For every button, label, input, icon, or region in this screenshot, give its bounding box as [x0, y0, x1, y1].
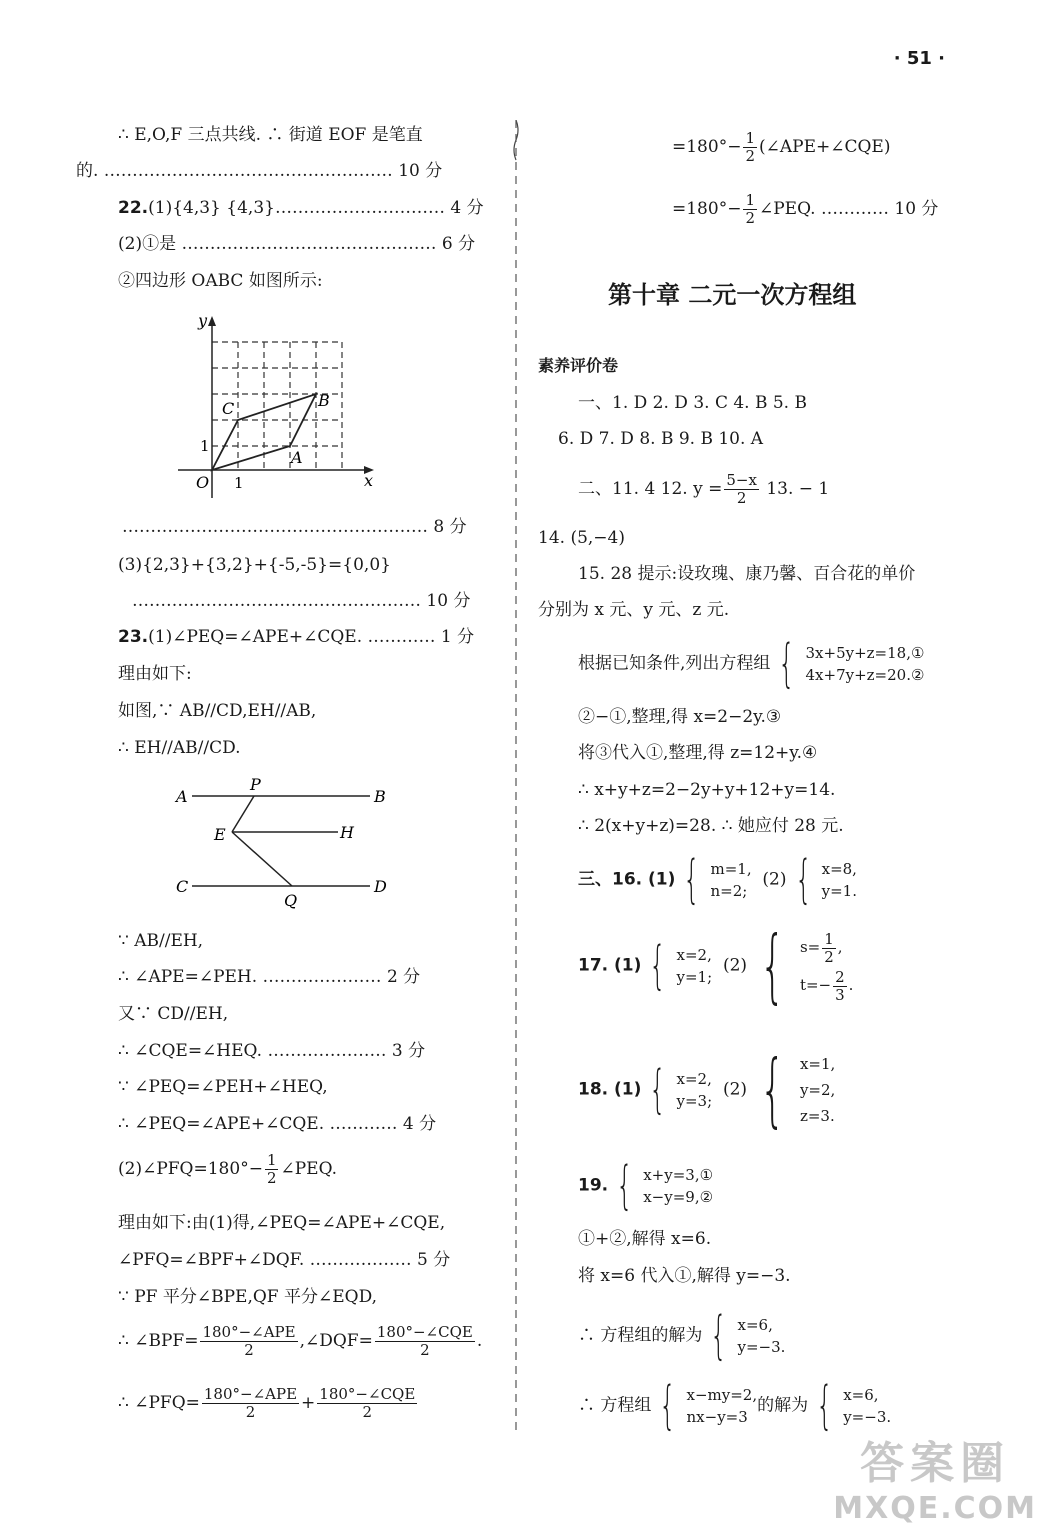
answer-line: 将 x=6 代入①,解得 y=−3.: [578, 1266, 791, 1286]
question-number: 22.: [118, 198, 149, 218]
equation-system: [808, 1376, 892, 1436]
text-line: ∴ E,O,F 三点共线. ∴ 街道 EOF 是笔直: [118, 125, 423, 145]
answer-line: 分别为 x 元、y 元、z 元.: [538, 600, 730, 620]
brace-icon: {: [778, 634, 796, 694]
numerator: 1: [745, 129, 755, 147]
text: ∴ ∠PFQ=: [118, 1393, 200, 1413]
brace-icon: {: [759, 919, 786, 1012]
equation: 3x+5y+z=18,①: [805, 644, 925, 662]
numerator: 1: [824, 929, 834, 948]
text: =180°−: [672, 199, 742, 219]
question-number: 19.: [578, 1175, 609, 1196]
denominator: 2: [420, 1341, 430, 1359]
graph-label-one-y: 1: [200, 437, 210, 455]
fraction: [202, 1386, 299, 1421]
equation-system: [675, 850, 752, 910]
text-line: ∵ PF 平分∠BPE,QF 平分∠EQD,: [118, 1287, 378, 1307]
numerator: 180°−∠APE: [202, 1323, 296, 1341]
answer-line: 15. 28 提示:设玫瑰、康乃馨、百合花的单价: [578, 564, 916, 584]
fig-label-q: Q: [284, 891, 298, 910]
section-title: 素养评价卷: [538, 356, 619, 375]
equation: x=2,: [676, 1070, 712, 1088]
equation: y=1;: [676, 968, 713, 986]
column-divider: [512, 120, 520, 1430]
text-line: ∵ AB//EH,: [118, 931, 204, 951]
text-line: 如图,∵ AB//CD,EH//AB,: [118, 701, 317, 721]
fraction: [724, 472, 759, 507]
solution-line: [578, 1306, 786, 1366]
answer-line: ②−①,整理,得 x=2−2y.③: [578, 707, 782, 727]
text-line: ∴ EH//AB//CD.: [118, 738, 241, 758]
text: .: [476, 1331, 483, 1351]
fig-label-c: C: [176, 877, 189, 896]
text-line: 的. …………………………………………… 10 分: [76, 161, 443, 181]
graph-label-b: B: [318, 391, 330, 410]
denominator: 2: [824, 947, 834, 966]
numerator: 180°−∠CQE: [319, 1385, 416, 1403]
text-line: ∵ ∠PEQ=∠PEH+∠HEQ,: [118, 1077, 328, 1097]
equation-system: [651, 1376, 758, 1436]
equation-system: [702, 1306, 786, 1366]
text: (2): [722, 1079, 748, 1100]
text-line: ∴ ∠PEQ=∠APE+∠CQE. ………… 4 分: [118, 1114, 437, 1134]
text: (2): [762, 869, 787, 890]
text-line: (2)①是 ……………………………………… 6 分: [118, 234, 476, 254]
text-line: ②四边形 OABC 如图所示:: [118, 271, 323, 291]
denominator: 2: [745, 147, 755, 165]
fraction: [200, 1324, 297, 1359]
coordinate-graph: [170, 308, 390, 503]
equation-system: [787, 850, 857, 910]
question-16-line: [578, 850, 857, 910]
text: 二、11. 4 12. y =: [578, 479, 723, 499]
text: (1)∠PEQ=∠APE+∠CQE. ………… 1 分: [148, 627, 475, 647]
numerator: 1: [266, 1151, 277, 1169]
answer-line: [578, 472, 829, 507]
fig-label-a: A: [176, 787, 188, 806]
formula-line: [672, 130, 890, 165]
graph-label-a: A: [291, 448, 303, 467]
question-number: 三、16. (1): [578, 869, 676, 890]
text: =180°−: [672, 137, 742, 157]
equation: n=2;: [710, 882, 748, 900]
denominator: 3: [835, 985, 845, 1004]
text: 的解为: [757, 1395, 809, 1416]
fig-label-b: B: [374, 787, 386, 806]
graph-label-c: C: [222, 399, 235, 418]
denominator: 2: [244, 1341, 254, 1359]
equation: x+y=3,①: [643, 1166, 714, 1184]
equation: y=1.: [821, 882, 857, 900]
numerator: 2: [835, 967, 845, 986]
answer-line: ①+②,解得 x=6.: [578, 1229, 712, 1249]
equation: s= $\frac{1}{2}$ ,: [799, 929, 843, 966]
equation: x=8,: [821, 860, 857, 878]
equation: y=−3.: [843, 1408, 892, 1426]
text-line: ∴ ∠CQE=∠HEQ. ………………… 3 分: [118, 1041, 426, 1061]
text: (1){4,3} {4,3}………………………… 4 分: [148, 198, 484, 218]
equation: nx−y=3: [686, 1408, 748, 1426]
equation-system: [747, 919, 854, 1012]
numerator: 1: [745, 191, 755, 209]
page-number: · 51 ·: [893, 48, 945, 69]
text-line: ∴ ∠APE=∠PEH. ………………… 2 分: [118, 967, 421, 987]
denominator: 2: [736, 489, 747, 507]
text-line: ……………………………………………… 8 分: [122, 517, 467, 537]
equation: x−y=9,②: [643, 1188, 714, 1206]
answer-line: 将③代入①,整理,得 z=12+y.④: [578, 743, 818, 763]
solution-line: [578, 1376, 892, 1436]
graph-label-x: x: [364, 471, 374, 490]
answer-line: 6. D 7. D 8. B 9. B 10. A: [558, 429, 764, 449]
equation: x=6,: [737, 1316, 773, 1334]
question-number: 17. (1): [578, 955, 642, 976]
text-line: 理由如下:: [118, 664, 192, 684]
question-number: 18. (1): [578, 1079, 642, 1100]
formula-line: [672, 192, 938, 227]
equation-system: [770, 634, 925, 694]
formula-line: [118, 1152, 337, 1187]
answer-line: 一、1. D 2. D 3. C 4. B 5. B: [578, 393, 807, 413]
equation: t=− $\frac{2}{3}$ .: [799, 967, 854, 1004]
answer-line: ∴ 2(x+y+z)=28. ∴ 她应付 28 元.: [578, 816, 844, 836]
brace-icon: {: [659, 1376, 677, 1436]
answer-line: 14. (5,−4): [538, 528, 625, 548]
fig-label-e: E: [214, 825, 226, 844]
equation: z=3.: [799, 1107, 835, 1125]
fraction: [317, 1386, 417, 1421]
denominator: 2: [266, 1169, 277, 1187]
text: ∴ ∠BPF=: [118, 1331, 199, 1351]
text-line: 理由如下:由(1)得,∠PEQ=∠APE+∠CQE,: [118, 1213, 446, 1233]
question-23-line: [118, 626, 474, 648]
equation-system: [641, 936, 713, 996]
equation: x=6,: [843, 1386, 879, 1404]
text-line: …………………………………………… 10 分: [132, 591, 471, 611]
equation-system: [641, 1060, 713, 1120]
text: ∴ 方程组的解为: [578, 1325, 703, 1346]
watermark-url: MXQE.COM: [833, 1491, 1037, 1526]
equation: y=−3.: [737, 1338, 786, 1356]
formula-line: [118, 1386, 419, 1421]
text: 根据已知条件,列出方程组: [578, 653, 771, 674]
brace-icon: {: [816, 1376, 833, 1436]
fig-label-d: D: [374, 877, 387, 896]
numerator: 180°−∠CQE: [376, 1323, 473, 1341]
equation: 4x+7y+z=20.②: [805, 666, 925, 684]
question-18-line: [578, 1043, 836, 1136]
graph-label-o: O: [196, 473, 210, 492]
text-line: ∠PFQ=∠BPF+∠DQF. ……………… 5 分: [118, 1250, 451, 1270]
brace-icon: {: [683, 850, 701, 910]
brace-icon: {: [710, 1306, 728, 1366]
equation-system: [608, 1156, 714, 1216]
equation-system-line: [578, 634, 925, 694]
brace-icon: {: [616, 1156, 633, 1216]
brace-icon: {: [794, 850, 812, 910]
equation: y=2,: [799, 1081, 836, 1099]
parallel-lines-figure: [170, 772, 400, 912]
equation: x−my=2,: [686, 1386, 758, 1404]
question-22-line: [118, 197, 484, 219]
text: +: [301, 1393, 316, 1413]
graph-label-y: y: [198, 311, 208, 330]
equation: x=2,: [676, 946, 712, 964]
text-line: 又∵ CD//EH,: [118, 1004, 229, 1024]
fraction: [743, 130, 757, 165]
watermark: [833, 1427, 1037, 1526]
graph-label-one-x: 1: [234, 474, 244, 492]
text: ∠PEQ. ………… 10 分: [758, 199, 939, 219]
equation: m=1,: [710, 860, 752, 878]
text: ,∠DQF=: [299, 1331, 373, 1351]
text: 13. − 1: [760, 479, 830, 499]
fig-label-p: P: [250, 775, 261, 794]
fraction: [265, 1152, 279, 1187]
text: (∠APE+∠CQE): [758, 137, 891, 157]
numerator: 180°−∠APE: [203, 1385, 298, 1403]
fig-label-h: H: [340, 823, 354, 842]
answer-line: ∴ x+y+z=2−2y+y+12+y=14.: [578, 780, 836, 800]
fraction: [375, 1324, 475, 1359]
brace-icon: {: [649, 936, 667, 996]
equation: y=3;: [676, 1092, 713, 1110]
text-line: (3){2,3}+{3,2}+{-5,-5}={0,0}: [118, 555, 391, 575]
denominator: 2: [745, 209, 755, 227]
text: ∴ 方程组: [578, 1395, 652, 1416]
equation-system: [747, 1043, 836, 1136]
brace-icon: {: [759, 1043, 786, 1136]
equation: x=1,: [799, 1055, 836, 1073]
denominator: 2: [362, 1403, 373, 1421]
question-19-line: [578, 1156, 714, 1216]
fraction: [743, 192, 757, 227]
question-17-line: [578, 919, 854, 1012]
text: (2): [722, 955, 748, 976]
denominator: 2: [245, 1403, 256, 1421]
watermark-text: 答案圈: [860, 1438, 1011, 1489]
text: (2)∠PFQ=180°−: [118, 1159, 263, 1179]
text: ∠PEQ.: [280, 1159, 338, 1179]
formula-line: [118, 1324, 482, 1359]
chapter-title: 第十章 二元一次方程组: [608, 281, 857, 309]
numerator: 5−x: [726, 471, 757, 489]
brace-icon: {: [649, 1060, 667, 1120]
question-number: 23.: [118, 627, 149, 647]
